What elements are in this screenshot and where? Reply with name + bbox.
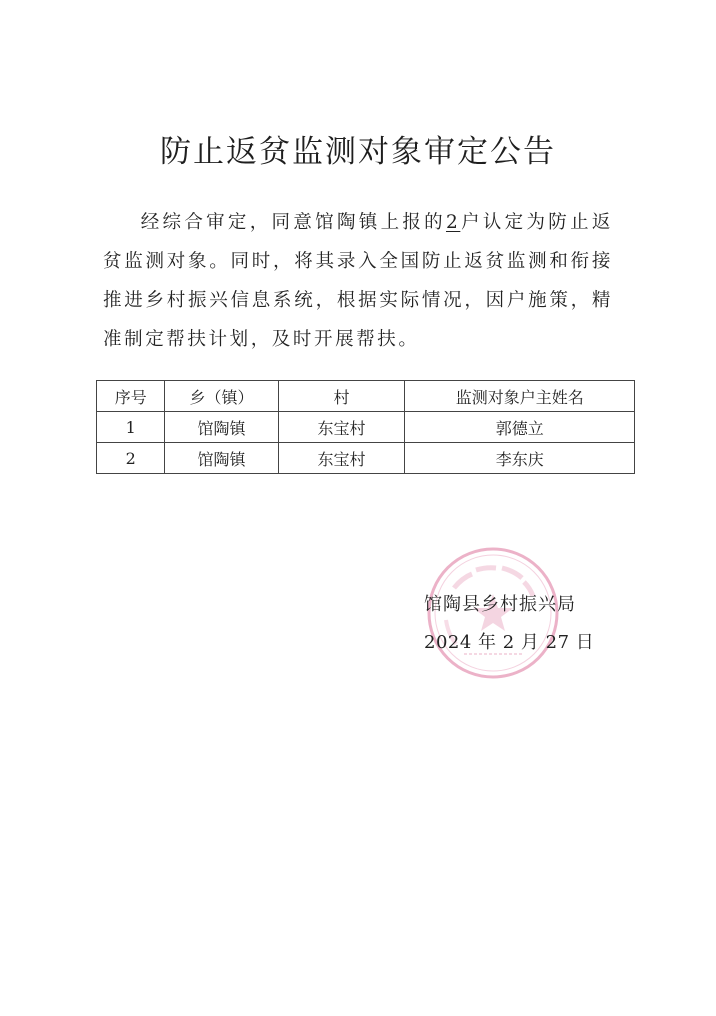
cell-sequence: 1 <box>97 412 165 443</box>
table-row <box>97 412 635 443</box>
header-household-head: 监测对象户主姓名 <box>405 381 635 412</box>
issuer-name: 馆陶县乡村振兴局 <box>424 594 576 615</box>
cell-village: 东宝村 <box>278 412 405 443</box>
cell-household-head: 郭德立 <box>405 412 635 443</box>
notice-paragraph <box>103 203 613 359</box>
table-header-row <box>97 381 635 412</box>
cell-township: 馆陶镇 <box>165 412 278 443</box>
paragraph-text-end: 户认定为防止返贫监测对象。同时，将其录入全国防止返贫监测和衔接推进乡村振兴信息系统，根据实际情况，因户施策，精准制定帮扶计划，及时开展帮扶。 <box>103 212 613 350</box>
household-count: 2 <box>445 212 461 233</box>
cell-sequence: 2 <box>97 443 165 474</box>
header-village: 村 <box>278 381 405 412</box>
cell-household-head: 李东庆 <box>405 443 635 474</box>
monitoring-table <box>96 380 635 474</box>
signature-block <box>424 590 594 654</box>
header-township: 乡（镇） <box>165 381 278 412</box>
cell-township: 馆陶镇 <box>165 443 278 474</box>
header-sequence: 序号 <box>97 381 165 412</box>
table-row <box>97 443 635 474</box>
cell-village: 东宝村 <box>278 443 405 474</box>
document-title: 防止返贫监测对象审定公告 <box>160 134 556 170</box>
paragraph-text-start: 经综合审定，同意馆陶镇上报的 <box>140 212 446 233</box>
issue-date: 2024 年 2 月 27 日 <box>424 632 595 653</box>
